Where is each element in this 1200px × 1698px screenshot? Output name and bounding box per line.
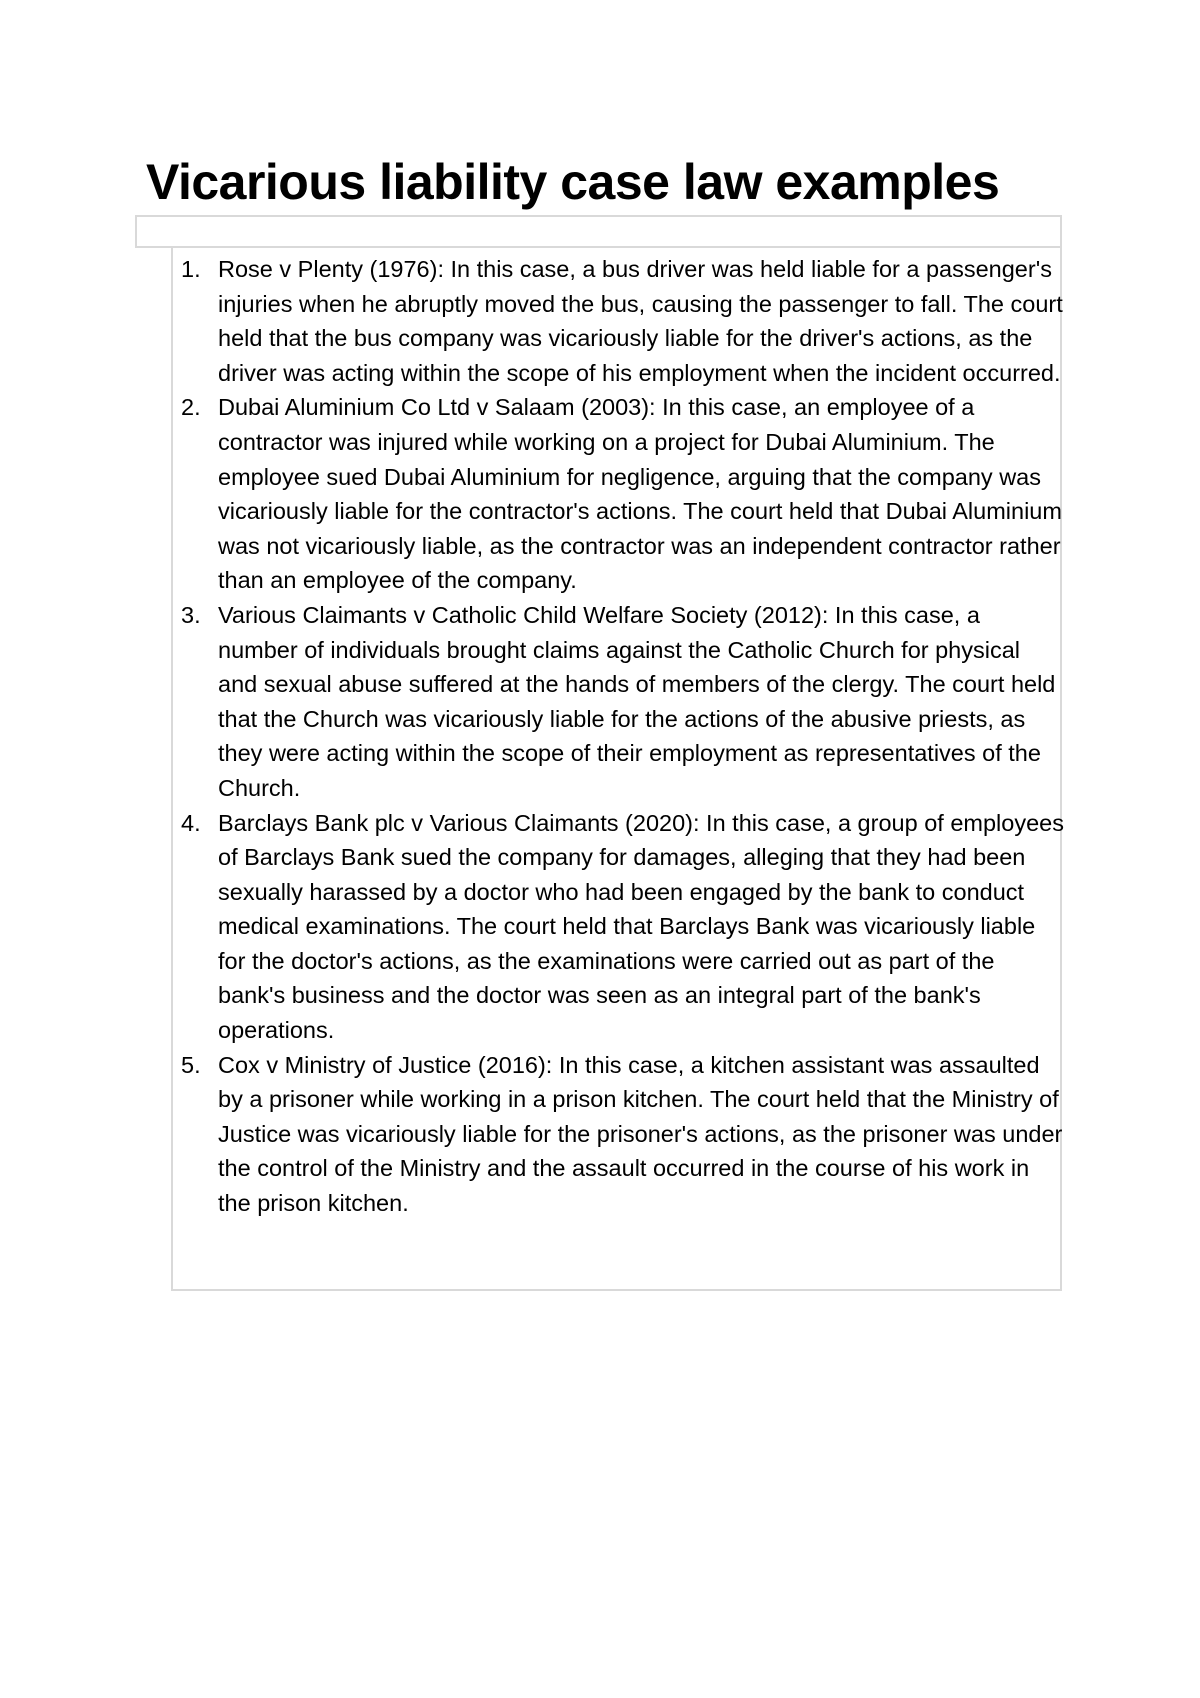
- list-item-number: 1.: [181, 256, 201, 282]
- list-item-number: 4.: [181, 809, 201, 836]
- list-item: [181, 252, 1064, 390]
- list-item: [181, 390, 1064, 598]
- list-item-number: 2.: [181, 394, 201, 421]
- list-item: [181, 806, 1064, 1048]
- list-item-number: 5.: [181, 1051, 201, 1078]
- list-item: [181, 1048, 1064, 1221]
- list-item-number: 3.: [181, 601, 201, 628]
- document-title: Vicarious liability case law examples: [146, 154, 1000, 210]
- empty-table-header-cell: [135, 215, 1062, 248]
- list-item-text: Various Claimants v Catholic Child Welfare Society (2012): In this case, a number of individuals brought claims against the Catholic Church for physical and sexual abuse suffered at the hands of members of the clergy. The court held that the Church was vicariously liable for the actions of the abusive priests, as they were acting within the scope of their employment as representatives of the Church.: [218, 601, 1056, 801]
- list-item-text: Barclays Bank plc v Various Claimants (2020): In this case, a group of employees of Barclays Bank sued the company for damages, alleging that they had been sexually harassed by a doctor who had been engaged by the bank to conduct medical examinations. The court held that Barclays Bank was vicariously liable for the doctor's actions, as the examinations were carried out as part of the bank's business and the doctor was seen as an integral part of the bank's operations.: [218, 809, 1064, 1044]
- list-item-text: Rose v Plenty (1976): In this case, a bus driver was held liable for a passenger's injuries when he abruptly moved the bus, causing the passenger to fall. The court held that the bus company was vicariously liable for the driver's actions, as the driver was acting within the scope of his employment when the incident occurred.: [218, 256, 1063, 386]
- list-item-text: Dubai Aluminium Co Ltd v Salaam (2003): In this case, an employee of a contractor was injured while working on a project for Dubai Aluminium. The employee sued Dubai Aluminium for negligence, arguing that the company was vicariously liable for the contractor's actions. The court held that Dubai Aluminium was not vicariously liable, as the contractor was an independent contractor rather than an employee of the company.: [218, 394, 1062, 594]
- list-item: [181, 598, 1064, 806]
- case-list: [181, 252, 1064, 1221]
- list-item-text: Cox v Ministry of Justice (2016): In this case, a kitchen assistant was assaulted by a prisoner while working in a prison kitchen. The court held that the Ministry of Justice was vicariously liable for the prisoner's actions, as the prisoner was under the control of the Ministry and the assault occurred in the course of his work in the prison kitchen.: [218, 1051, 1063, 1217]
